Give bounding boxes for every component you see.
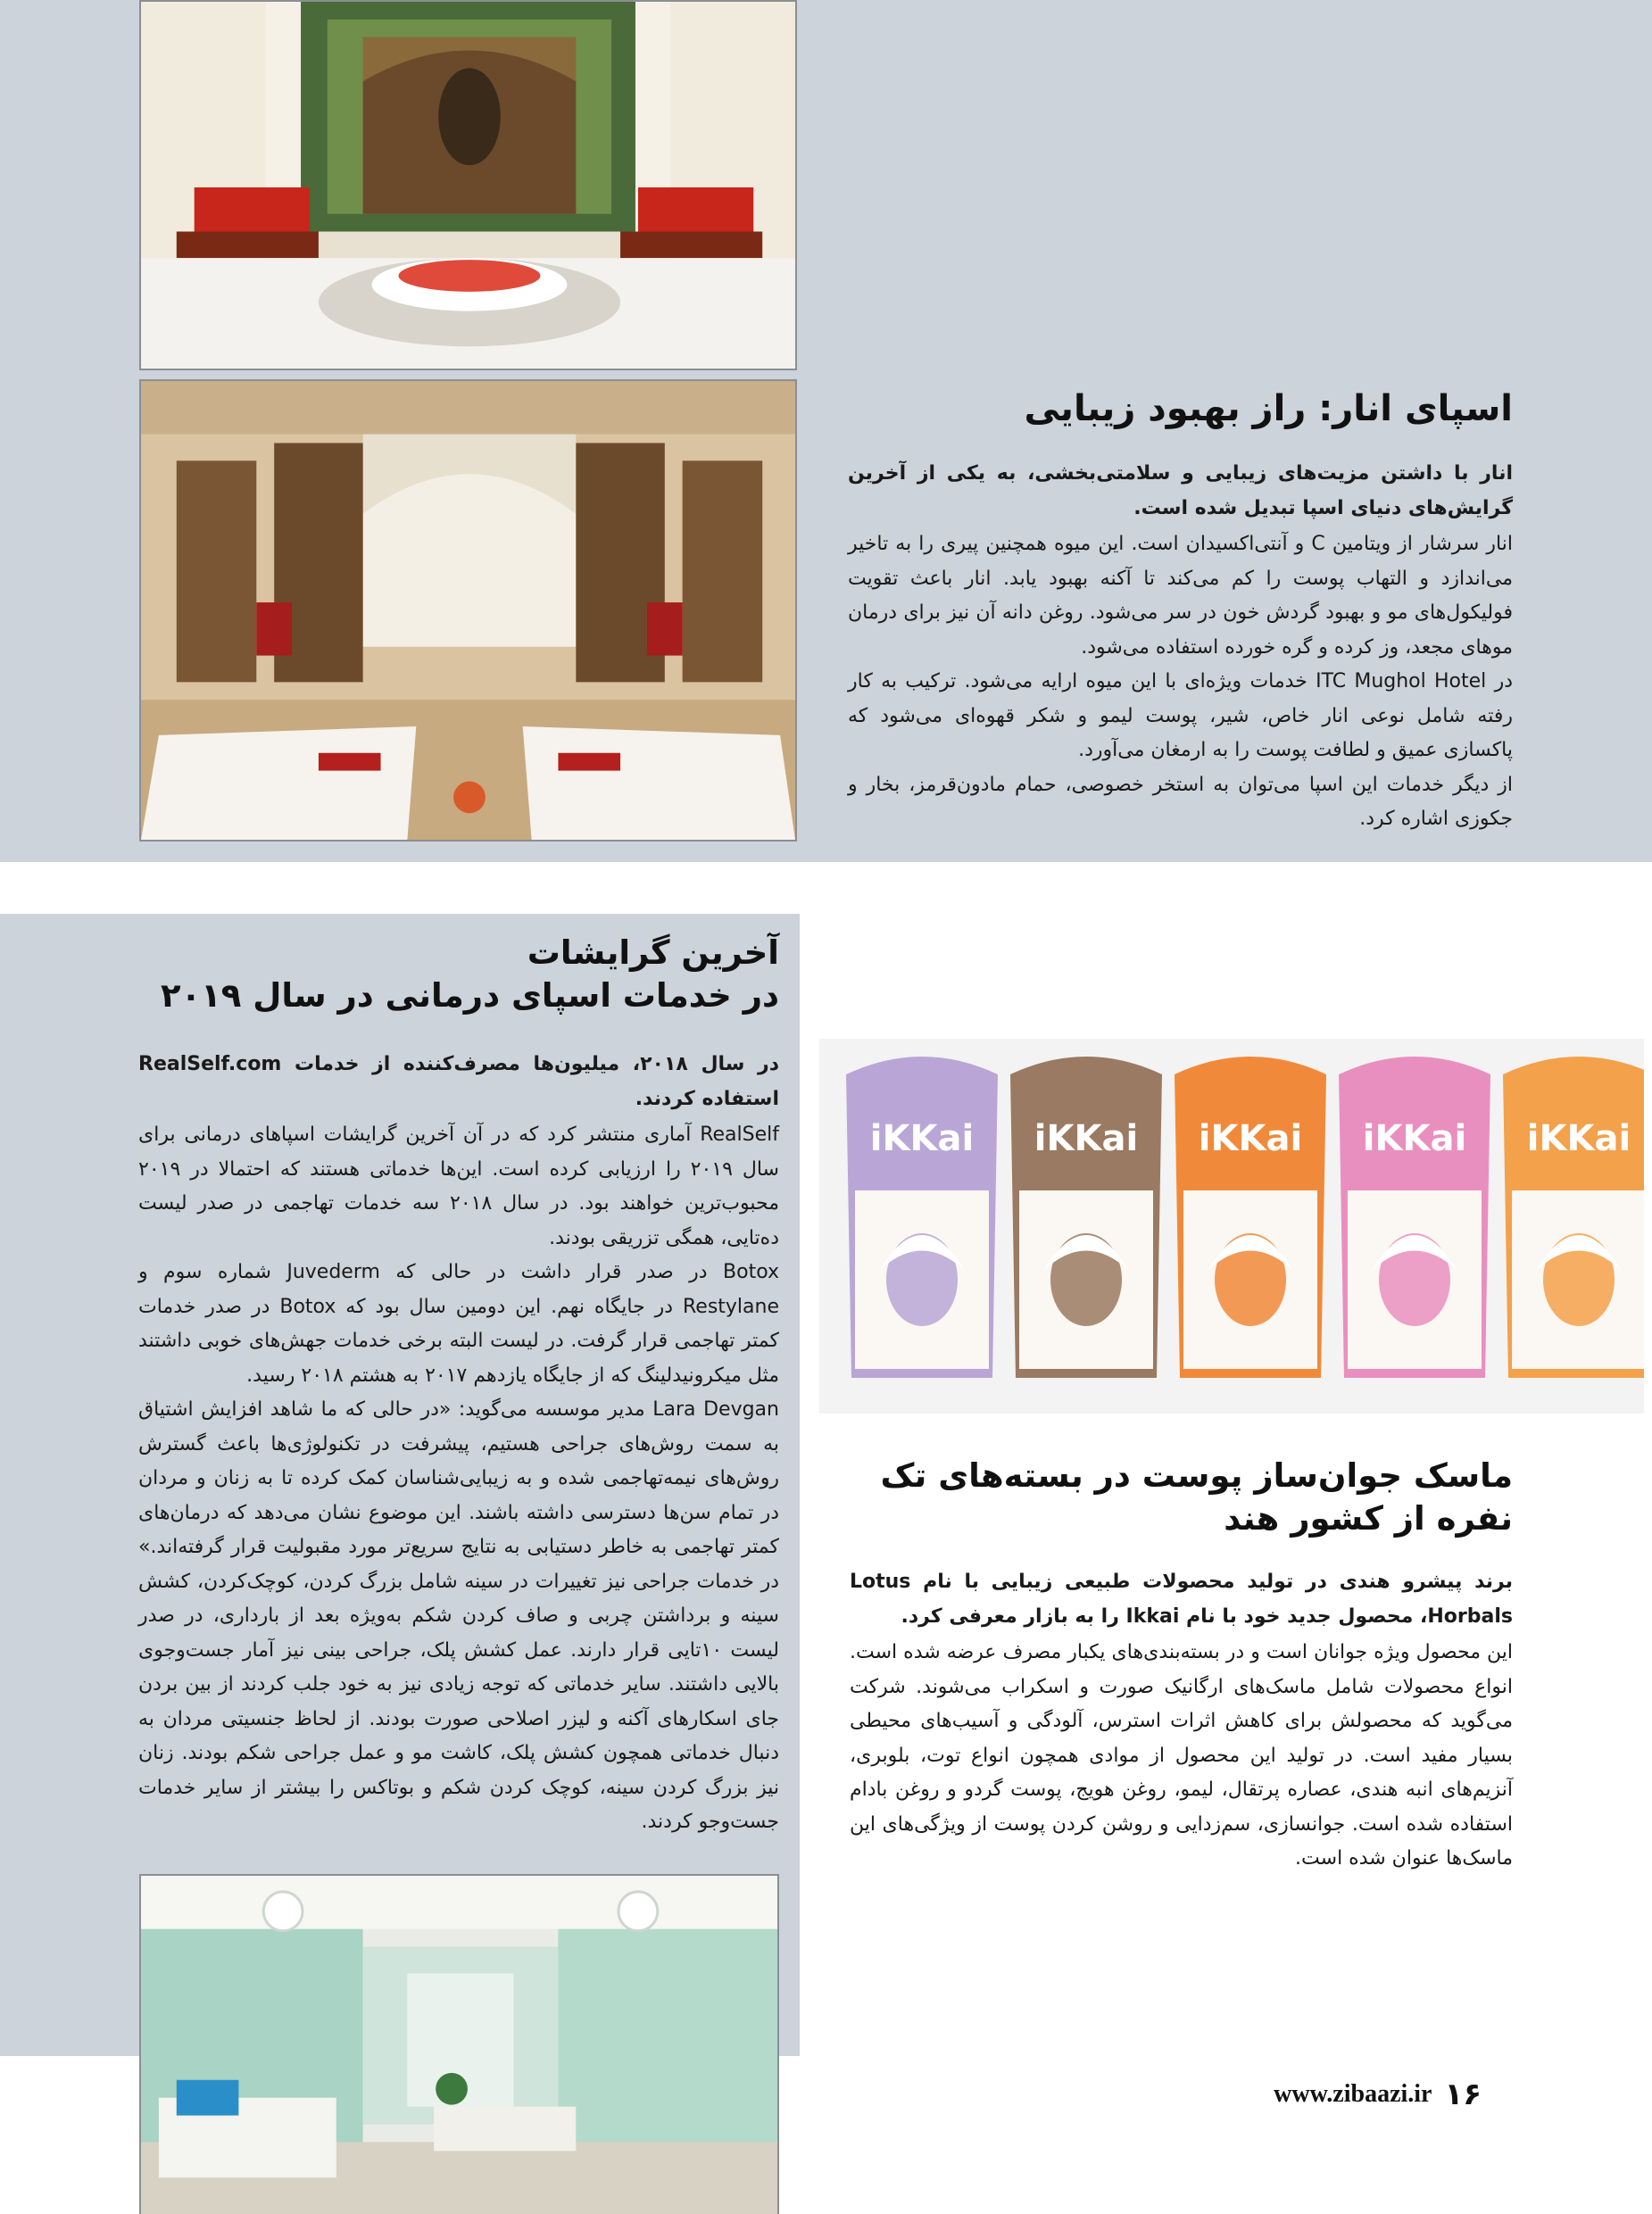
spa-pavilion-photo [139, 0, 797, 370]
mask-pack [846, 1057, 998, 1378]
pomegranate-spa-paragraph: از دیگر خدمات این اسپا می‌توان به استخر خصوصی، حمام مادون‌قرمز، بخار و جکوزی اشاره کرد. [848, 773, 1513, 830]
spa-trends-paragraph: Botox در صدر قرار داشت در حالی که Juvederm شماره سوم و Restylane در جایگاه نهم. این دومین سال بود که Botox در صدر خدمات کمتر تهاجمی قرار گرفت. در لیست البته برخی خدمات جهش‌های خوبی داشتند مثل میکرونیدلینگ که از جایگاه یازدهم ۲۰۱۷ به هشتم ۲۰۱۸ رسید. [138, 1261, 779, 1387]
face-mask-paragraph: این محصول ویژه جوانان است و در بسته‌بندی‌های یکبار مصرف عرضه شده است. انواع محصولات شامل ماسک‌های ارگانیک صورت و اسکراب می‌شوند. شرکت می‌گوید که محصولش برای کاهش اثرات استرس، آلودگی و آسیب‌های محیطی بسیار مفید است. در تولید این محصول از موادی همچون انواع توت، بلوبری، آنزیم‌های انبه هندی، عصاره پرتقال، لیمو، روغن هویج، پوست گردو و روغن بادام استفاده شده است. جوانسازی، سم‌زدایی و روشن کردن پوست از ویژگی‌های این ماسک‌ها عنوان شده است. [850, 1641, 1513, 1870]
spa-trends-article [138, 932, 779, 1840]
face-mask-title-line2: نفره از کشور هند [1224, 1499, 1513, 1538]
mask-pack [1175, 1057, 1326, 1378]
face-mask-article [850, 1455, 1513, 1877]
pomegranate-spa-lead: انار با داشتن مزیت‌های زیبایی و سلامتی‌بخشی، به یکی از آخرین گرایش‌های دنیای اسپا تبدیل شده است. [848, 462, 1513, 519]
ikkai-packs-svg [819, 1039, 1644, 1414]
face-mask-lead: برند پیشرو هندی در تولید محصولات طبیعی زیبایی با نام Lotus Horbals، محصول جدید خود با نام Ikkai را به بازار معرفی کرد. [850, 1571, 1513, 1628]
pack-brand-text: iKKai [1034, 1118, 1139, 1159]
pack-brand-text: iKKai [1526, 1118, 1631, 1159]
treatment-room-photo [139, 379, 797, 842]
spa-trends-lead: در سال ۲۰۱۸، میلیون‌ها مصرف‌کننده از خدمات RealSelf.com استفاده کردند. [138, 1053, 779, 1110]
website-url[interactable]: www.zibaazi.ir [1274, 2080, 1432, 2108]
spa-trends-title-line2: در خدمات اسپای درمانی در سال ۲۰۱۹ [160, 976, 779, 1016]
page-footer [1223, 2079, 1482, 2110]
face-mask-title [850, 1455, 1513, 1540]
pomegranate-spa-title: اسپای انار: راز بهبود زیبایی [1024, 388, 1513, 429]
spa-trends-paragraph: Lara Devgan مدیر موسسه می‌گوید: «در حالی که ما شاهد افزایش اشتیاق به سمت روش‌های جراحی هستیم، پیشرفت در تکنولوژی‌ها باعث گسترش روش‌های نیمه‌تهاجمی شده و به زیبایی‌شناسان کمک کرده تا به زنان و مردان در تمام سن‌ها دسترسی داشته باشند. این موضوع نشان می‌دهد که درمان‌های کمتر تهاجمی به خاطر دستیابی به نتایج سریع‌تر مورد مقبولیت قرار گرفته‌اند.» در خدمات جراحی نیز تغییرات در سینه شامل بزرگ کردن، کوچک‌کردن، کشش سینه و برداشتن چربی و صاف کردن شکم به‌ویژه بعد از بارداری، در صدر لیست ۱۰تایی قرار دارند. عمل کشش پلک، جراحی بینی نیز آمار جست‌وجوی بالایی داشتند. سایر خدماتی که توجه زیادی نیز به خود جلب کردند از بین بردن جای اسکارهای آکنه و لیزر اصلاحی صورت بودند. از لحاظ جنسیتی مردان به دنبال خدماتی همچون کشش پلک، کاشت مو و عمل جراحی شکم بودند. زنان نیز بزرگ کردن سینه، کوچک کردن شکم و بوتاکس را بیشتر از سایر خدمات جست‌وجو کردند. [138, 1398, 779, 1834]
pack-brand-text: iKKai [1198, 1118, 1303, 1159]
pack-brand-text: iKKai [869, 1118, 975, 1159]
page-number: ۱۶ [1444, 2077, 1482, 2112]
ikkai-product-photo [819, 1039, 1644, 1414]
pack-brand-text: iKKai [1362, 1118, 1467, 1159]
clinic-interior-photo [139, 1874, 779, 2214]
pomegranate-spa-article [848, 386, 1513, 837]
mask-pack [1339, 1057, 1490, 1378]
spa-trends-title-line1: آخرین گرایشات [527, 933, 779, 972]
pomegranate-spa-paragraph: انار سرشار از ویتامین C و آنتی‌اکسیدان است. این میوه همچنین پیری را به تاخیر می‌اندازد و التهاب پوست را کم می‌کند تا آکنه بهبود یابد. انار باعث تقویت فولیکول‌های مو و بهبود گردش خون در سر می‌شود. روغن دانه آن نیز برای درمان موهای مجعد، وز کرده و گره خورده استفاده می‌شود. [848, 533, 1513, 659]
spa-trends-paragraph: RealSelf آماری منتشر کرد که در آن آخرین گرایشات اسپاهای درمانی برای سال ۲۰۱۹ را ارزیابی کرده است. این‌ها خدماتی هستند که احتمالا در ۲۰۱۹ محبوب‌ترین خواهند بود. در سال ۲۰۱۸ سه خدمات تهاجمی در صدر لیست ده‌تایی، همگی تزریقی بودند. [138, 1124, 780, 1249]
pomegranate-spa-paragraph: در ITC Mughol Hotel خدمات ویژه‌ای با این میوه ارایه می‌شود. ترکیب به کار رفته شامل نوعی انار خاص، شیر، پوست لیمو و شکر قهوه‌ای می‌شود که پاکسازی عمیق و لطافت پوست را به ارمغان می‌آورد. [848, 670, 1513, 761]
mask-pack [1010, 1057, 1162, 1378]
spa-trends-title [138, 932, 779, 1017]
mask-pack [1503, 1057, 1644, 1378]
face-mask-title-line1: ماسک جوان‌ساز پوست در بسته‌های تک [880, 1456, 1513, 1495]
